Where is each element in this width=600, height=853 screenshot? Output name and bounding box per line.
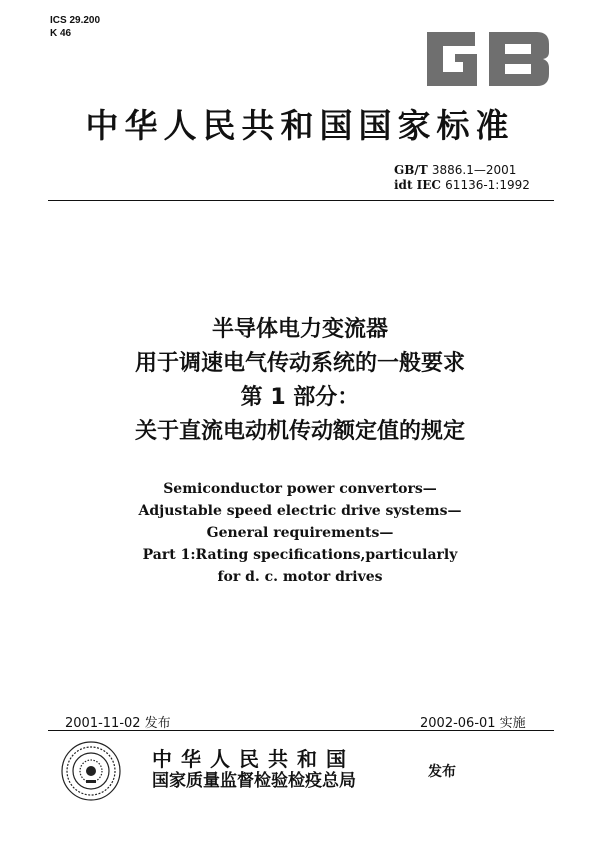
ics-code: ICS 29.200: [50, 15, 101, 26]
standard-number-block: [394, 163, 530, 193]
bottom-divider: [48, 730, 554, 731]
cn-title-line-1: 半导体电力变流器: [211, 317, 388, 342]
en-title-line-2: Adjustable speed electric drive systems—: [138, 503, 462, 519]
en-title-line-3: General requirements—: [206, 525, 394, 541]
gb-logo: [415, 28, 555, 90]
standard-number-prefix: GB/T: [394, 163, 428, 177]
english-title: [0, 478, 600, 588]
publish-action: 发布: [428, 764, 456, 780]
cn-title-line-2: 用于调速电气传动系统的一般要求: [134, 351, 465, 376]
main-title: 中华人民共和国国家标准: [85, 106, 515, 145]
idt-value: 61136-1:1992: [445, 178, 530, 192]
idt-reference: [394, 178, 530, 193]
top-divider: [48, 200, 554, 201]
standard-number: [394, 163, 530, 178]
classification-codes: [50, 14, 100, 40]
idt-prefix: idt IEC: [394, 178, 441, 192]
en-title-line-4: Part 1:Rating specifications,particularly: [142, 547, 458, 563]
national-emblem-seal: [60, 740, 122, 802]
standard-number-value: 3886.1—2001: [431, 163, 517, 177]
issue-date: 2001-11-02 发布: [65, 716, 171, 731]
publisher: [152, 748, 356, 792]
cn-title-line-3: 第 1 部分：: [240, 385, 360, 410]
en-title-line-5: for d. c. motor drives: [217, 569, 383, 585]
publisher-line-2: 国家质量监督检验检疫总局: [152, 771, 356, 791]
ccs-code: K 46: [50, 28, 72, 39]
chinese-title: [0, 313, 600, 449]
implementation-date: 2002-06-01 实施: [420, 716, 526, 731]
publisher-line-1: 中华人民共和国: [152, 747, 355, 771]
en-title-line-1: Semiconductor power convertors—: [163, 481, 437, 497]
cn-title-line-4: 关于直流电动机传动额定值的规定: [134, 419, 465, 444]
